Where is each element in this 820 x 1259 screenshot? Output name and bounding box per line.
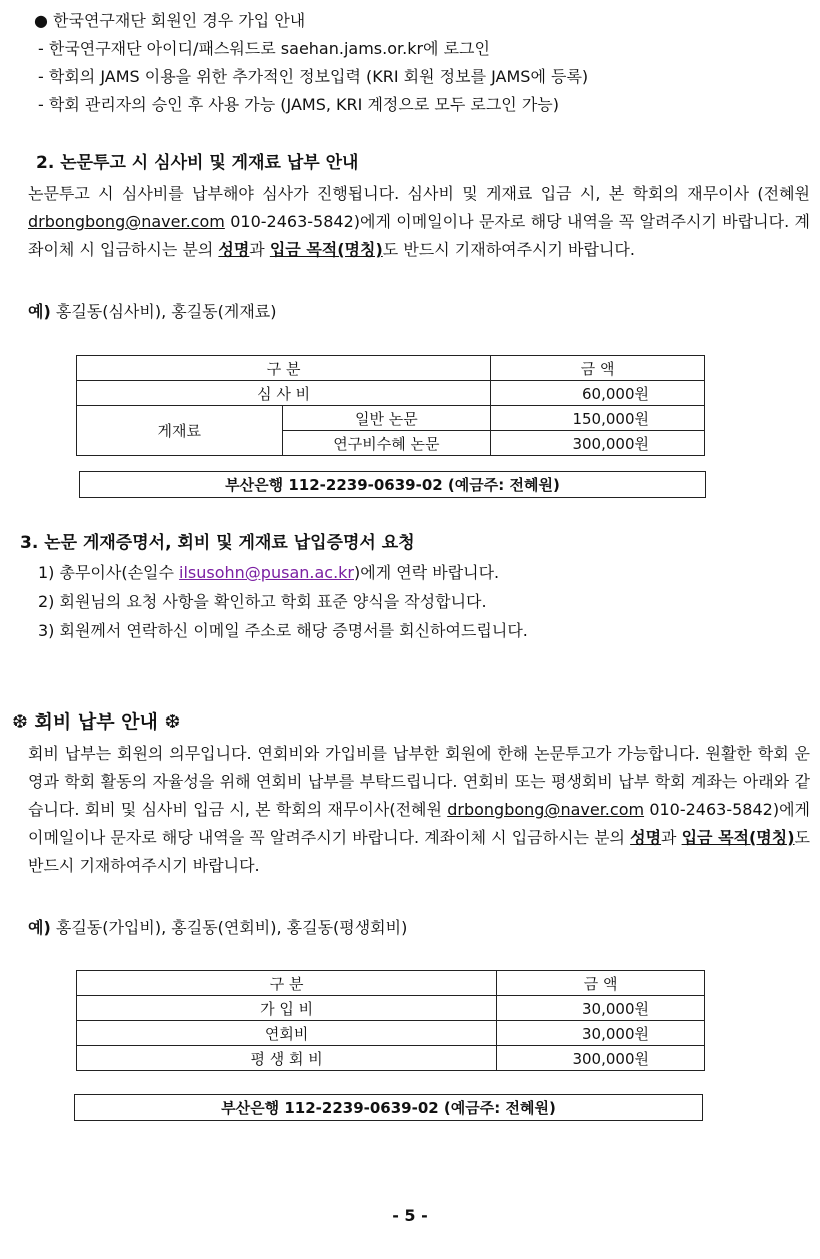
membership-fee-paragraph: 회비 납부는 회원의 의무입니다. 연회비와 가입비를 납부한 회원에 한해 논문투고가 가능합니다. 원활한 학회 운영과 학회 활동의 자율성을 위해 연회비 납부를 부탁드립니다. 연회비 또는 평생회비 납부 학회 계좌는 아래와 같습니다. 회비 및 심사비 입금 시, 본 학회의 재무이사(전혜원 drbongbong@naver.com 010-2463-5842)에게 이메일이나 문자로 해당 내역을 꼭 알려주시기 바랍니다. 계좌이체 시 입금하시는 분의 성명과 입금 목적(명칭)도 반드시 기재하여주시기 바랍니다.: [28, 744, 811, 875]
table-header-category: 구 분: [77, 971, 497, 996]
join-fee-label: 가 입 비: [77, 996, 497, 1021]
section2-title: 2. 논문투고 시 심사비 및 게재료 납부 안내: [36, 153, 359, 173]
general-paper-value: 150,000원: [491, 406, 705, 431]
emph-name: 성명: [218, 240, 250, 259]
membership-fee-title: ❆ 회비 납부 안내 ❆: [12, 711, 181, 733]
table-header-category: 구 분: [77, 356, 491, 381]
review-fee-table: [76, 355, 705, 456]
section3-step-1: 1) 총무이사(손일수 ilsusohn@pusan.ac.kr)에게 연락 바랍니다.: [38, 563, 500, 582]
kri-join-title: ● 한국연구재단 회원인 경우 가입 안내: [34, 11, 306, 30]
lifetime-fee-value: 300,000원: [497, 1046, 705, 1071]
review-fee-label: 심 사 비: [77, 381, 491, 406]
bank-account-box-2: 부산은행 112-2239-0639-02 (예금주: 전혜원): [74, 1094, 703, 1121]
bank-account-box: 부산은행 112-2239-0639-02 (예금주: 전혜원): [79, 471, 706, 498]
page-number: - 5 -: [392, 1206, 428, 1225]
membership-fee-table: [76, 970, 705, 1071]
secretary-email-link[interactable]: ilsusohn@pusan.ac.kr: [179, 563, 354, 582]
kri-step-3: - 학회 관리자의 승인 후 사용 가능 (JAMS, KRI 계정으로 모두 로그인 가능): [38, 95, 559, 114]
emph-purpose-2: 입금 목적(명칭): [681, 828, 795, 847]
annual-fee-label: 연회비: [77, 1021, 497, 1046]
publication-fee-label: 게재료: [77, 406, 283, 456]
grant-paper-value: 300,000원: [491, 431, 705, 456]
section3-step-2: 2) 회원님의 요청 사항을 확인하고 학회 표준 양식을 작성합니다.: [38, 592, 487, 611]
annual-fee-value: 30,000원: [497, 1021, 705, 1046]
section2-paragraph: 논문투고 시 심사비를 납부해야 심사가 진행됩니다. 심사비 및 게재료 입금 시, 본 학회의 재무이사 (전혜원 drbongbong@naver.com 010-2463-5842)에게 이메일이나 문자로 해당 내역을 꼭 알려주시기 바랍니다. 계좌이체 시 입금하시는 분의 성명과 입금 목적(명칭)도 반드시 기재하여주시기 바랍니다.: [28, 184, 810, 259]
section3-title: 3. 논문 게재증명서, 회비 및 게재료 납입증명서 요청: [20, 533, 415, 553]
lifetime-fee-label: 평 생 회 비: [77, 1046, 497, 1071]
general-paper-label: 일반 논문: [282, 406, 491, 431]
review-fee-value: 60,000원: [491, 381, 705, 406]
kri-step-1: - 한국연구재단 아이디/패스워드로 saehan.jams.or.kr에 로그인: [38, 39, 490, 58]
treasurer-email-link-2[interactable]: drbongbong@naver.com: [447, 800, 645, 819]
emph-purpose: 입금 목적(명칭): [269, 240, 383, 259]
table-header-amount: 금 액: [497, 971, 705, 996]
grant-paper-label: 연구비수혜 논문: [282, 431, 491, 456]
membership-fee-example: 예) 홍길동(가입비), 홍길동(연회비), 홍길동(평생회비): [28, 918, 408, 937]
treasurer-email-link[interactable]: drbongbong@naver.com: [28, 212, 225, 231]
section3-step-3: 3) 회원께서 연락하신 이메일 주소로 해당 증명서를 회신하여드립니다.: [38, 621, 528, 640]
kri-step-2: - 학회의 JAMS 이용을 위한 추가적인 정보입력 (KRI 회원 정보를 JAMS에 등록): [38, 67, 589, 86]
join-fee-value: 30,000원: [497, 996, 705, 1021]
emph-name-2: 성명: [630, 828, 662, 847]
section2-example: 예) 홍길동(심사비), 홍길동(게재료): [28, 302, 277, 321]
table-header-amount: 금 액: [491, 356, 705, 381]
